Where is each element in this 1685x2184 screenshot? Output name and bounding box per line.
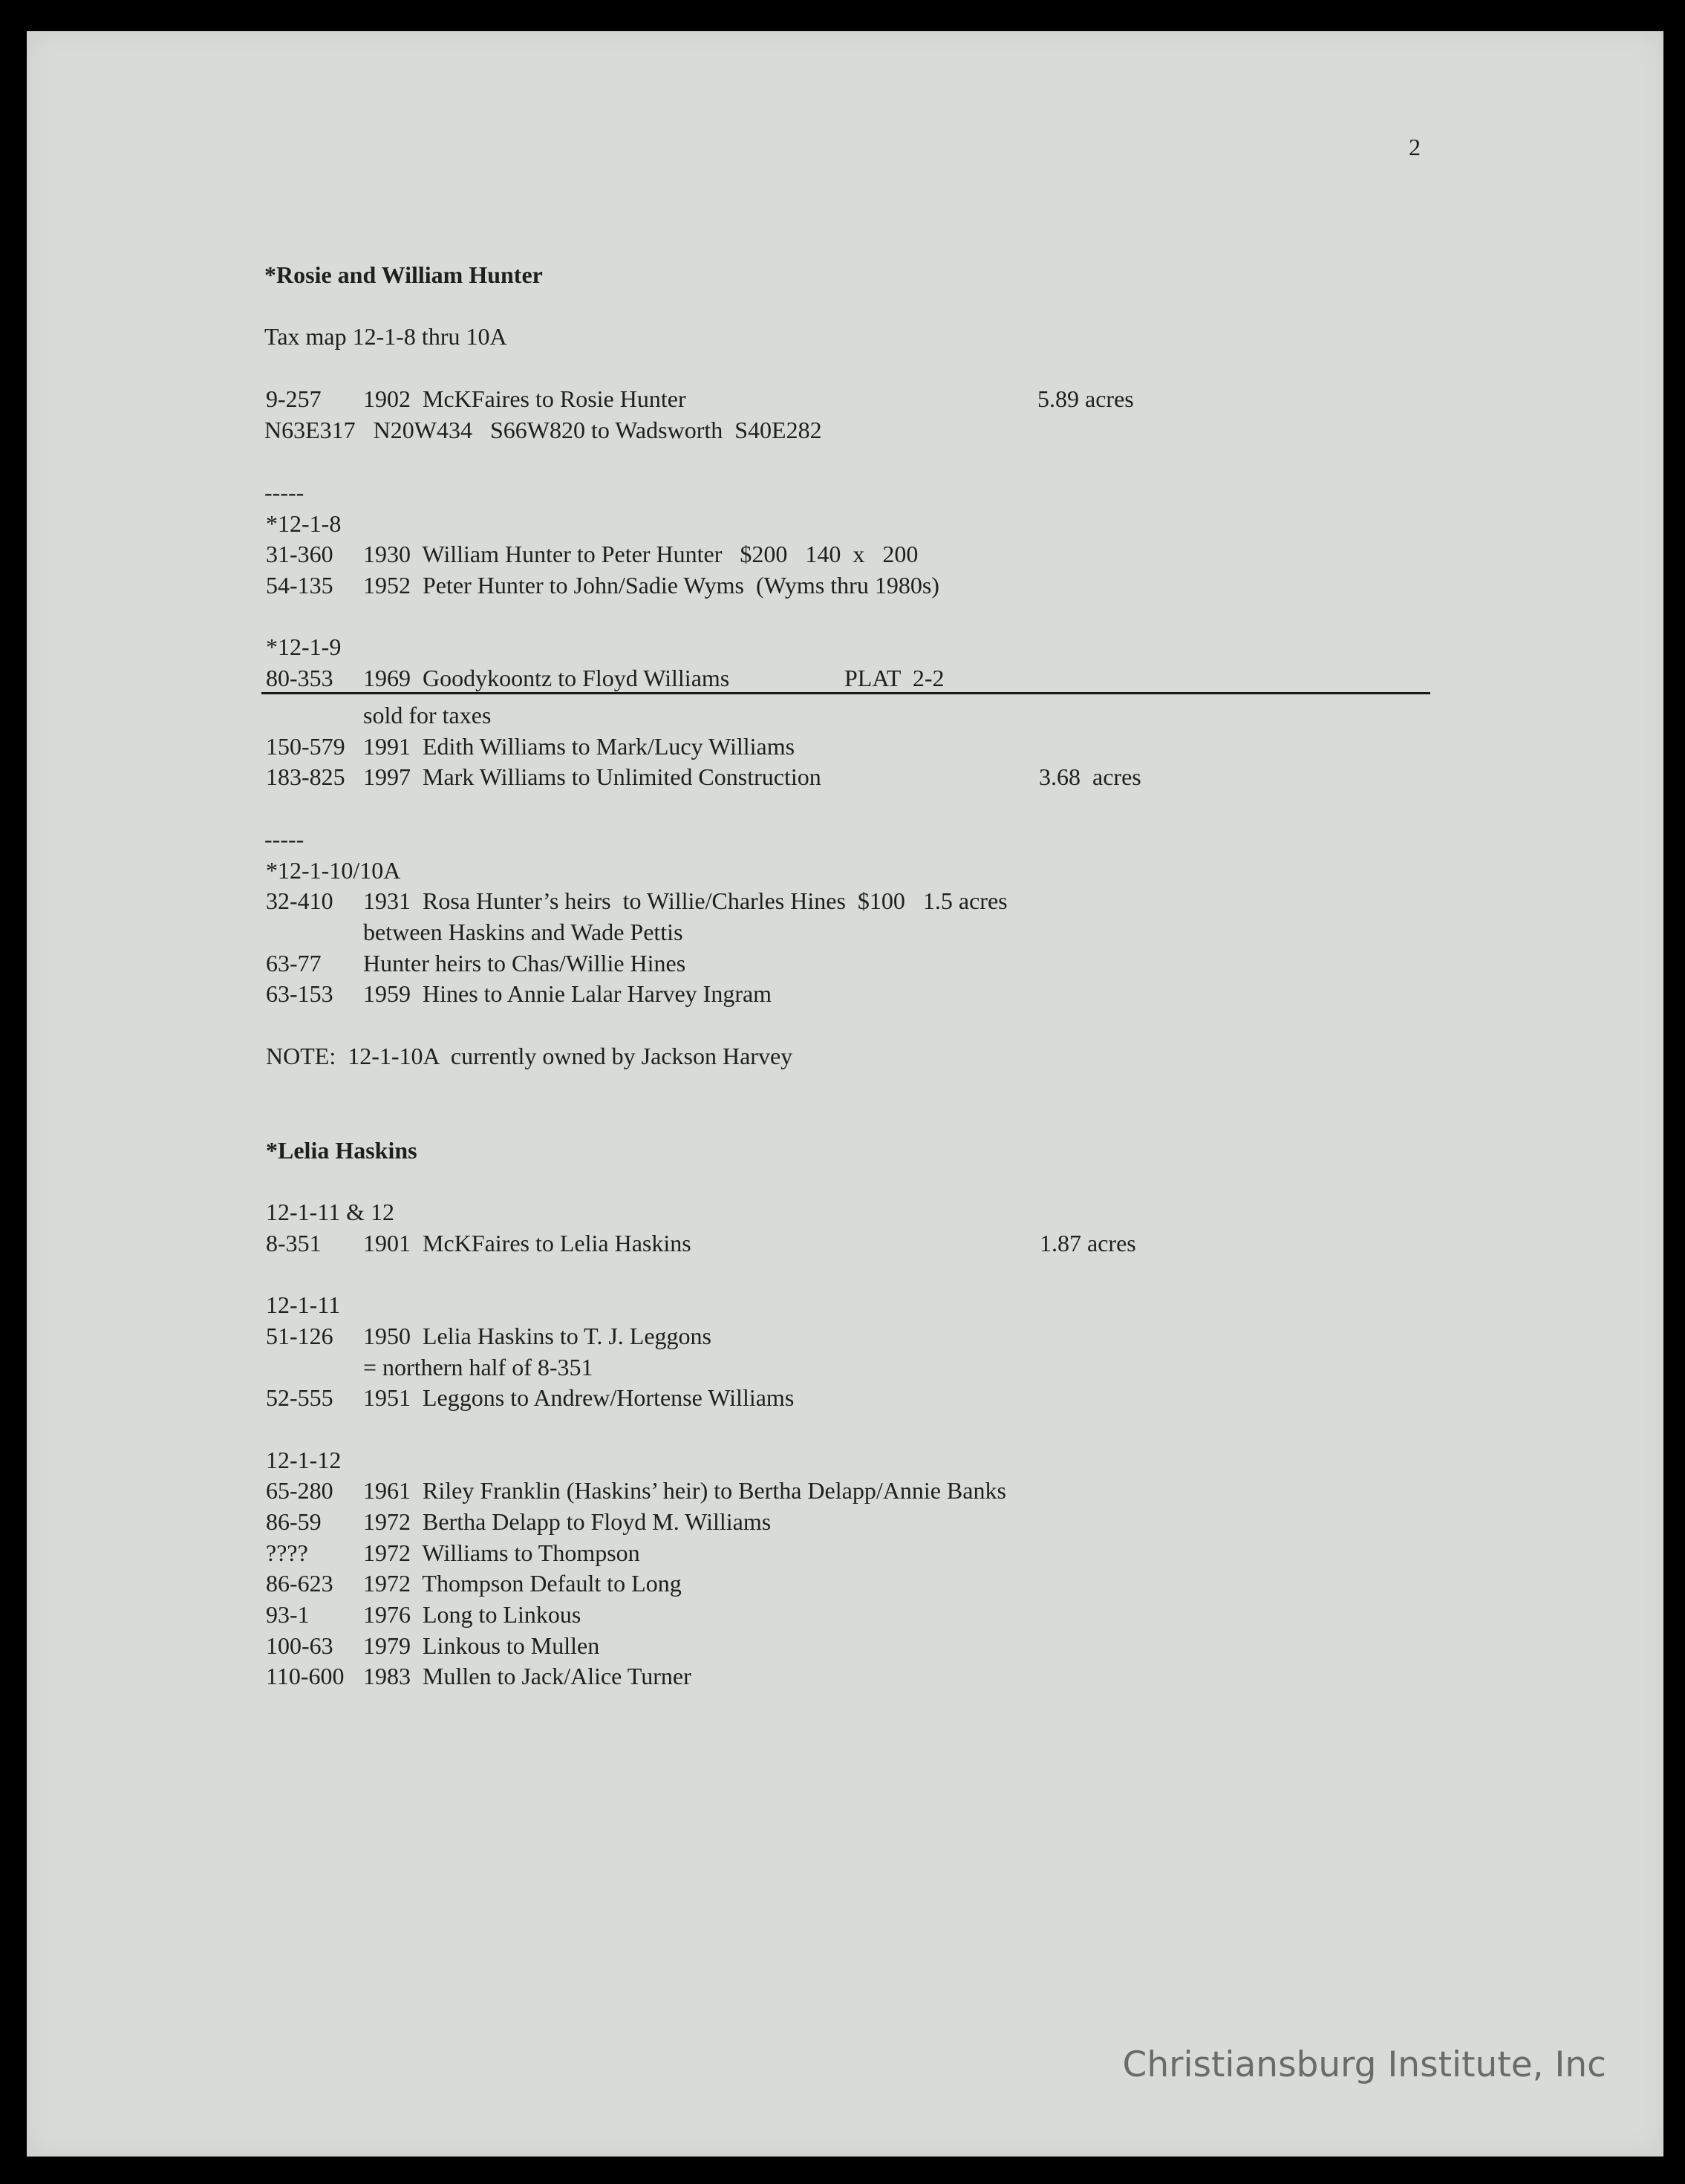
deed-note: sold for taxes xyxy=(363,702,492,728)
watermark: Christiansburg Institute, Inc xyxy=(1122,2044,1606,2085)
deed-text: 1983 Mullen to Jack/Alice Turner xyxy=(363,1663,691,1689)
deed-text: 1976 Long to Linkous xyxy=(363,1601,581,1628)
parcel-header: 12-1-11 xyxy=(266,1291,341,1318)
deed-text: 1951 Leggons to Andrew/Hortense Williams xyxy=(363,1384,795,1411)
deed-acres: 1.87 acres xyxy=(1040,1230,1136,1256)
deed-book: 54-135 xyxy=(266,572,333,599)
deed-text: 1991 Edith Williams to Mark/Lucy Williams xyxy=(363,733,795,760)
deed-text: 1972 Williams to Thompson xyxy=(363,1539,640,1566)
deed-book: 93-1 xyxy=(266,1601,310,1628)
deed-text: 1972 Bertha Delapp to Floyd M. Williams xyxy=(363,1508,772,1535)
deed-text: 1979 Linkous to Mullen xyxy=(363,1632,600,1659)
deed-text: 1959 Hines to Annie Lalar Harvey Ingram xyxy=(363,980,772,1007)
deed-text: 1969 Goodykoontz to Floyd Williams xyxy=(363,665,730,691)
deed-book: 100-63 xyxy=(266,1632,333,1659)
parcel-header: *12-1-9 xyxy=(266,633,342,660)
deed-text: 1997 Mark Williams to Unlimited Construction xyxy=(363,763,821,790)
parcel-header: *12-1-10/10A xyxy=(266,857,401,884)
page-number: 2 xyxy=(1409,134,1421,160)
deed-book: 65-280 xyxy=(266,1477,333,1504)
deed-book: ???? xyxy=(266,1539,308,1566)
section-title-haskins: *Lelia Haskins xyxy=(266,1137,417,1164)
survey-bounds: N63E317 N20W434 S66W820 to Wadsworth S40E282 xyxy=(264,417,822,443)
deed-book: 63-77 xyxy=(266,950,322,977)
section-title-hunter: *Rosie and William Hunter xyxy=(264,261,543,288)
deed-text: 1930 William Hunter to Peter Hunter $200 140 x 200 xyxy=(363,541,919,567)
deed-text: 1901 McKFaires to Lelia Haskins xyxy=(363,1230,691,1256)
deed-book: 32-410 xyxy=(266,887,333,914)
deed-text: 1952 Peter Hunter to John/Sadie Wyms (Wyms thru 1980s) xyxy=(363,572,939,599)
deed-book: 183-825 xyxy=(266,763,345,790)
deed-acres: 3.68 acres xyxy=(1039,763,1141,790)
deed-book: 110-600 xyxy=(266,1663,345,1689)
plat-reference: PLAT 2-2 xyxy=(844,665,945,691)
deed-text: 1961 Riley Franklin (Haskins’ heir) to Bertha Delapp/Annie Banks xyxy=(363,1477,1006,1504)
horizontal-rule xyxy=(261,692,1430,694)
parcel-header: 12-1-12 xyxy=(266,1447,342,1473)
deed-book: 86-623 xyxy=(266,1570,333,1597)
ownership-note: NOTE: 12-1-10A currently owned by Jackson Harvey xyxy=(266,1043,793,1069)
deed-note: = northern half of 8-351 xyxy=(363,1354,593,1381)
deed-text: 1931 Rosa Hunter’s heirs to Willie/Charles Hines $100 1.5 acres xyxy=(363,887,1008,914)
deed-book: 9-257 xyxy=(266,385,322,412)
deed-book: 31-360 xyxy=(266,541,333,567)
tax-map-line: Tax map 12-1-8 thru 10A xyxy=(264,323,507,350)
deed-text: 1972 Thompson Default to Long xyxy=(363,1570,682,1597)
deed-book: 51-126 xyxy=(266,1323,333,1349)
deed-book: 63-153 xyxy=(266,980,333,1007)
deed-book: 150-579 xyxy=(266,733,345,760)
deed-note: between Haskins and Wade Pettis xyxy=(363,919,683,945)
deed-book: 8-351 xyxy=(266,1230,322,1256)
deed-book: 80-353 xyxy=(266,665,333,691)
parcel-header: *12-1-8 xyxy=(266,510,342,537)
deed-text: Hunter heirs to Chas/Willie Hines xyxy=(363,950,686,977)
deed-book: 52-555 xyxy=(266,1384,333,1411)
parcel-header: 12-1-11 & 12 xyxy=(266,1199,395,1225)
separator-dashes: ----- xyxy=(264,479,304,506)
deed-text: 1902 McKFaires to Rosie Hunter xyxy=(363,385,686,412)
deed-book: 86-59 xyxy=(266,1508,322,1535)
separator-dashes: ----- xyxy=(264,826,304,853)
deed-acres: 5.89 acres xyxy=(1037,385,1134,412)
deed-text: 1950 Lelia Haskins to T. J. Leggons xyxy=(363,1323,711,1349)
